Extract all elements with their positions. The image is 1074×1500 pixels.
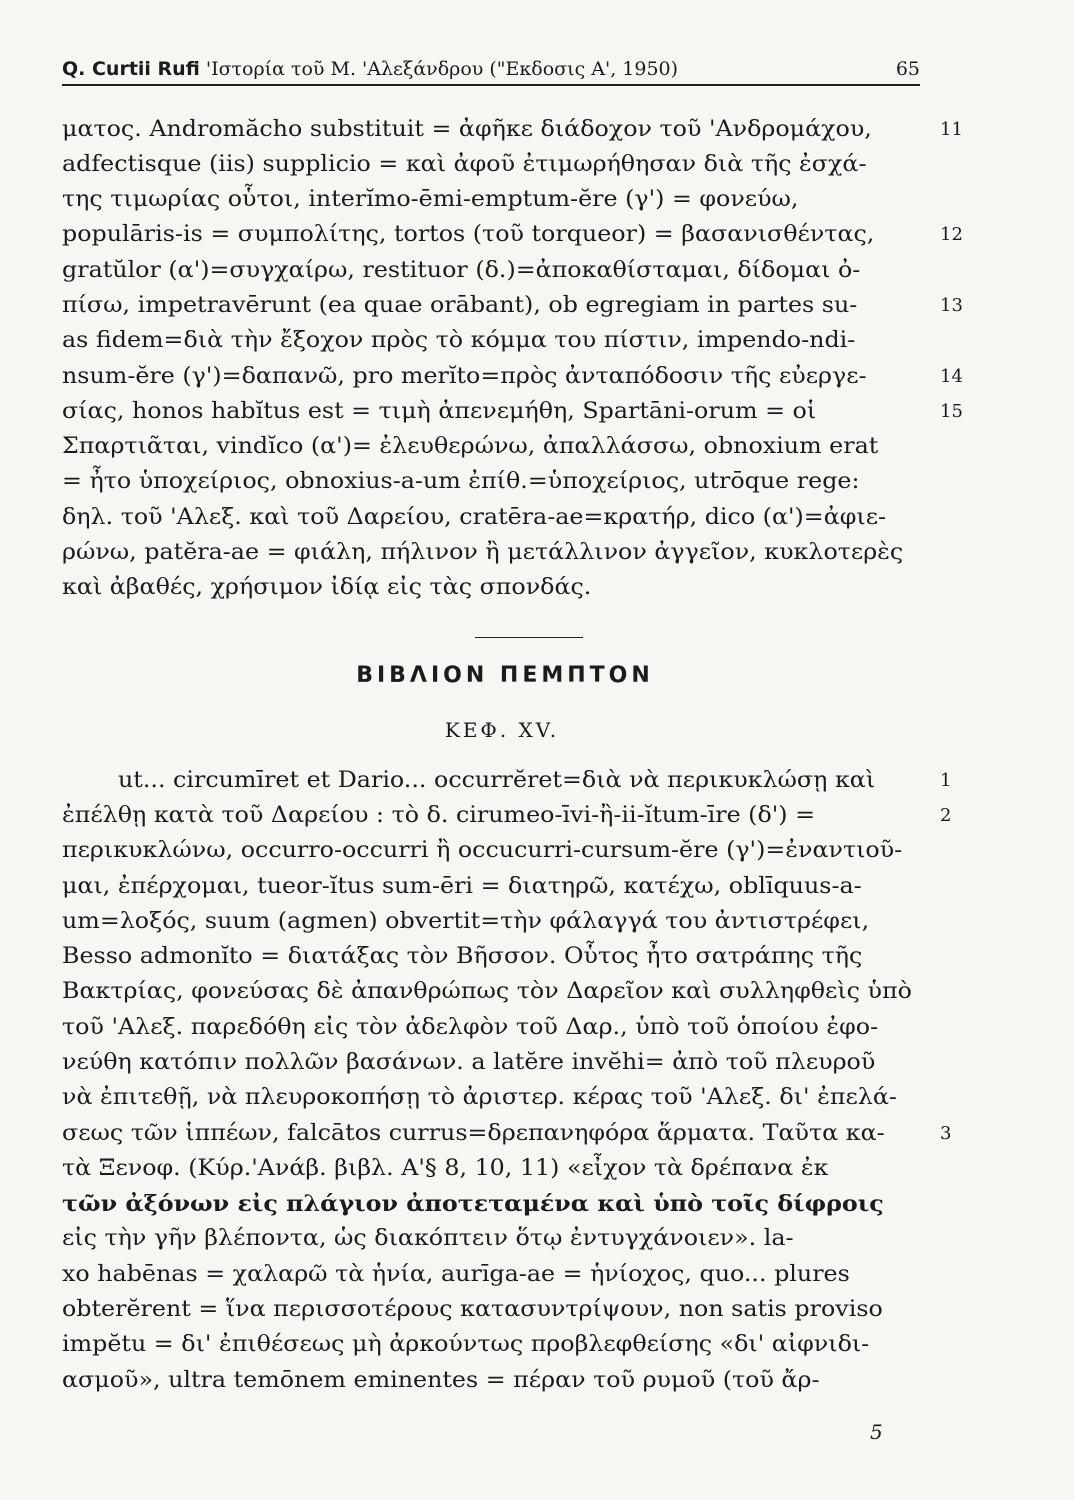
text-line: um=λοξός, suum (agmen) obvertit=τὴν φάλαγγά του ἀντιστρέφει, <box>62 909 870 934</box>
margin-line-number: 11 <box>940 119 963 140</box>
section-divider <box>475 637 583 638</box>
header-title-block <box>62 58 678 80</box>
text-line: Σπαρτιᾶται, vindĭco (α')= ἐλευθερώνω, ἀπαλλάσσω, obnoxium erat <box>62 434 879 459</box>
header-title: 'Ιστορία τοῦ Μ. 'Αλεξάνδρου ("Εκδοσις Α', 1950) <box>205 58 679 80</box>
text-line: δηλ. τοῦ 'Αλεξ. καὶ τοῦ Δαρείου, cratēra-ae=κρατήρ, dico (α')=ἀφιε- <box>62 505 887 530</box>
margin-line-number: 2 <box>940 805 952 826</box>
text-line: xo habēnas = χαλαρῶ τὰ ἡνία, aurīga-ae = ἡνίοχος, quo... plures <box>62 1262 850 1287</box>
signature-number: 5 <box>870 1420 883 1444</box>
text-line: τοῦ 'Αλεξ. παρεδόθη εἰς τὸν ἀδελφὸν τοῦ Δαρ., ὑπὸ τοῦ ὁποίου ἐφο- <box>62 1015 879 1040</box>
text-line: = ἦτο ὑποχείριος, obnoxius-a-um ἐπίθ.=ὑποχείριος, utrōque rege: <box>62 469 860 494</box>
text-line: εἰς τὴν γῆν βλέποντα, ὡς διακόπτειν ὅτῳ ἐντυγχάνοιεν». la- <box>62 1226 794 1251</box>
book-title: ΒΙΒΛΙΟΝ ΠΕΜΠΤΟΝ <box>356 663 654 688</box>
text-line: καὶ ἀβαθές, χρήσιμον ἰδίᾳ εἰς τὰς σπονδάς. <box>62 575 592 600</box>
text-line: obterĕrent = ἵνα περισσοτέρους κατασυντρίψουν, non satis proviso <box>62 1297 883 1322</box>
text-line: as fidem=διὰ τὴν ἔξοχον πρὸς τὸ κόμμα του πίστιν, impendo-ndi- <box>62 328 856 353</box>
text-line: μαι, ἐπέρχομαι, tueor-ĭtus sum-ēri = διατηρῶ, κατέχω, oblīquus-a- <box>62 874 862 899</box>
margin-line-number: 3 <box>940 1123 952 1144</box>
text-line: της τιμωρίας οὗτοι, interĭmo-ēmi-emptum-ĕre (γ') = φονεύω, <box>62 187 799 212</box>
margin-line-number: 14 <box>940 366 963 387</box>
text-line: adfectisque (iis) supplicio = καὶ ἀφοῦ ἐτιμωρήθησαν διὰ τῆς ἐσχά- <box>62 152 867 177</box>
text-line: νὰ ἐπιτεθῇ, νὰ πλευροκοπήσῃ τὸ ἀριστερ. κέρας τοῦ 'Αλεξ. δι' ἐπελά- <box>62 1085 897 1110</box>
margin-line-number: 13 <box>940 295 963 316</box>
text-line: ασμοῦ», ultra temōnem eminentes = πέραν τοῦ ρυμοῦ (τοῦ ἄρ- <box>62 1368 820 1393</box>
text-line-emphasis: τῶν ἀξόνων εἰς πλάγιον ἀποτεταμένα καὶ ὑπὸ τοῖς δίφροις <box>62 1191 884 1217</box>
margin-line-number: 15 <box>940 401 963 422</box>
header-author: Q. Curtii Rufi <box>62 58 200 80</box>
chapter-heading: ΚΕΦ. XV. <box>444 718 560 742</box>
text-line: Besso admonĭto = διατάξας τὸν Βῆσσον. Οὗτος ἦτο σατράπης τῆς <box>62 944 863 969</box>
text-line: ρώνω, patĕra-ae = φιάλη, πήλινον ἢ μετάλλινον ἀγγεῖον, κυκλοτερὲς <box>62 540 904 565</box>
text-line: ἐπέλθῃ κατὰ τοῦ Δαρείου : τὸ δ. cirumeo-īvi-ἢ-ii-ĭtum-īre (δ') = <box>62 803 816 828</box>
page-number: 65 <box>895 58 920 80</box>
margin-line-number: 12 <box>940 224 963 245</box>
text-line: νεύθη κατόπιν πολλῶν βασάνων. a latĕre invĕhi= ἀπὸ τοῦ πλευροῦ <box>62 1050 876 1075</box>
text-line: σεως τῶν ἱππέων, falcātos currus=δρεπανηφόρα ἅρματα. Ταῦτα κα- <box>62 1121 885 1146</box>
margin-line-number: 1 <box>940 770 952 791</box>
text-line: gratŭlor (α')=συγχαίρω, restituor (δ.)=ἀποκαθίσταμαι, δίδομαι ὀ- <box>62 258 861 283</box>
text-line: πίσω, impetravērunt (ea quae orābant), ob egregiam in partes su- <box>62 293 858 318</box>
text-line: nsum-ĕre (γ')=δαπανῶ, pro merĭto=πρὸς ἀνταπόδοσιν τῆς εὐεργε- <box>62 364 867 389</box>
text-line: ut... circumīret et Dario... occurrĕret=διὰ νὰ περικυκλώσῃ καὶ <box>118 768 876 793</box>
text-line: Βακτρίας, φονεύσας δὲ ἀπανθρώπως τὸν Δαρεῖον καὶ συλληφθεὶς ὑπὸ <box>62 979 912 1004</box>
running-header <box>62 58 920 86</box>
text-line: impĕtu = δι' ἐπιθέσεως μὴ ἀρκούντως προβλεφθείσης «δι' αἰφνιδι- <box>62 1332 870 1357</box>
text-line: populāris-is = συμπολίτης, tortos (τοῦ torqueor) = βασανισθέντας, <box>62 222 875 247</box>
text-line: τὰ Ξενοφ. (Κύρ.'Ανάβ. βιβλ. Α'§ 8, 10, 11) «εἶχον τὰ δρέπανα ἐκ <box>62 1156 829 1181</box>
text-line: περικυκλώνω, occurro-occurri ἢ occucurri-cursum-ĕre (γ')=ἐναντιοῦ- <box>62 838 903 863</box>
text-line: σίας, honos habĭtus est = τιμὴ ἀπενεμήθη, Spartāni-orum = οἱ <box>62 399 817 424</box>
text-line: ματος. Andromăcho substituit = ἀφῆκε διάδοχον τοῦ 'Ανδρομάχου, <box>62 117 872 142</box>
